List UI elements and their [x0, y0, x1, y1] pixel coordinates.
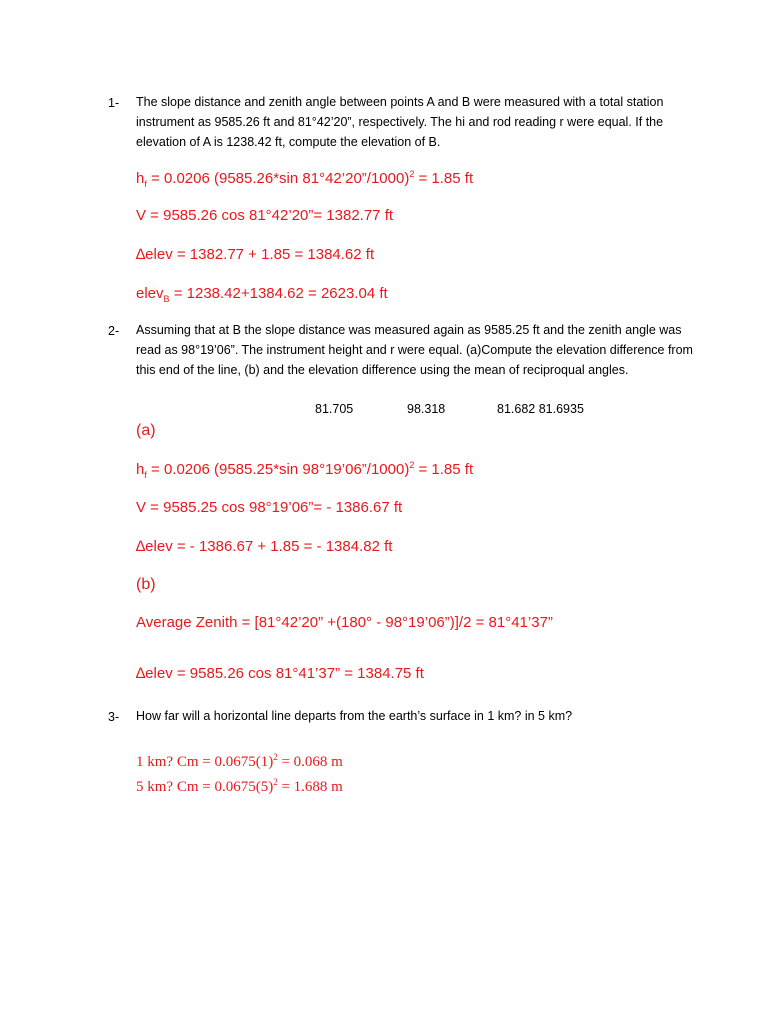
q1-hf-tail: = 1.85 ft	[414, 170, 474, 187]
q1-hf-rhs: = 0.0206 (9585.26*sin 81°42’20”/1000)	[146, 170, 410, 187]
q2-hf-lhs: h	[136, 461, 145, 478]
q2-delev-b-equation: ∆elev = 9585.26 cos 81°41’37” = 1384.75 ft	[136, 665, 424, 682]
q1-elevb-sub: B	[163, 294, 170, 304]
q3-answer-1km	[136, 752, 343, 771]
q2-number-2: 98.318	[407, 402, 446, 416]
q2-hf-rhs: = 0.0206 (9585.25*sin 98°19’06”/1000)	[146, 461, 410, 478]
q1-hf-sup: 2	[409, 169, 415, 179]
q3-line1-post: = 0.068 m	[277, 754, 343, 770]
q1-hf-equation	[136, 169, 473, 189]
question-1-number: 1-	[108, 96, 120, 110]
q2-v-equation: V = 9585.25 cos 98°19’06”= - 1386.67 ft	[136, 499, 403, 516]
q3-answer-5km	[136, 777, 343, 796]
q3-line2-post: = 1.688 m	[277, 779, 343, 795]
question-3-number: 3-	[108, 710, 120, 724]
q1-elevb-lhs: elev	[136, 285, 164, 302]
q1-hf-lhs: h	[136, 170, 145, 187]
question-2-text: Assuming that at B the slope distance was measured again as 9585.25 ft and the zenith angle was read as 98°19’06”. The instrument height and r were equal. (a)Compute the elevation difference from this end of the line, (b) and the elevation difference using the mean of reciproqual angles.	[136, 323, 693, 377]
q1-elevb-rhs: = 1238.42+1384.62 = 2623.04 ft	[169, 285, 388, 302]
q3-line1-pre: 1 km? Cm = 0.0675(1)	[136, 754, 274, 770]
q2-hf-sub: f	[144, 470, 147, 480]
q3-line2-sup: 2	[273, 777, 278, 787]
q3-line1-sup: 2	[273, 752, 278, 762]
q1-delev-equation: ∆elev = 1382.77 + 1.85 = 1384.62 ft	[136, 246, 375, 263]
question-3-text: How far will a horizontal line departs from the earth’s surface in 1 km? in 5 km?	[136, 709, 573, 723]
q3-line2-pre: 5 km? Cm = 0.0675(5)	[136, 779, 274, 795]
q2-hf-equation	[136, 460, 473, 480]
q2-number-1: 81.705	[315, 402, 354, 416]
q1-hf-sub: f	[144, 179, 147, 189]
q2-delev-equation: ∆elev = - 1386.67 + 1.85 = - 1384.82 ft	[136, 538, 393, 555]
q2-hf-tail: = 1.85 ft	[414, 461, 474, 478]
question-2-number: 2-	[108, 324, 120, 338]
q1-v-equation: V = 9585.26 cos 81°42’20”= 1382.77 ft	[136, 207, 394, 224]
q1-elevb-equation	[136, 285, 388, 304]
q2-number-3: 81.682 81.6935	[497, 402, 584, 416]
q2-average-zenith: Average Zenith = [81°42’20” +(180° - 98°19’06”)]/2 = 81°41’37”	[136, 614, 553, 631]
q2-part-a-label: (a)	[136, 422, 156, 439]
q2-hf-sup: 2	[409, 460, 415, 470]
q2-part-b-label: (b)	[136, 576, 156, 593]
question-1-text: The slope distance and zenith angle between points A and B were measured with a total station instrument as 9585.26 ft and 81°42’20”, respectively. The hi and rod reading r were equal. If the elevation of A is 1238.42 ft, compute the elevation of B.	[136, 95, 664, 149]
